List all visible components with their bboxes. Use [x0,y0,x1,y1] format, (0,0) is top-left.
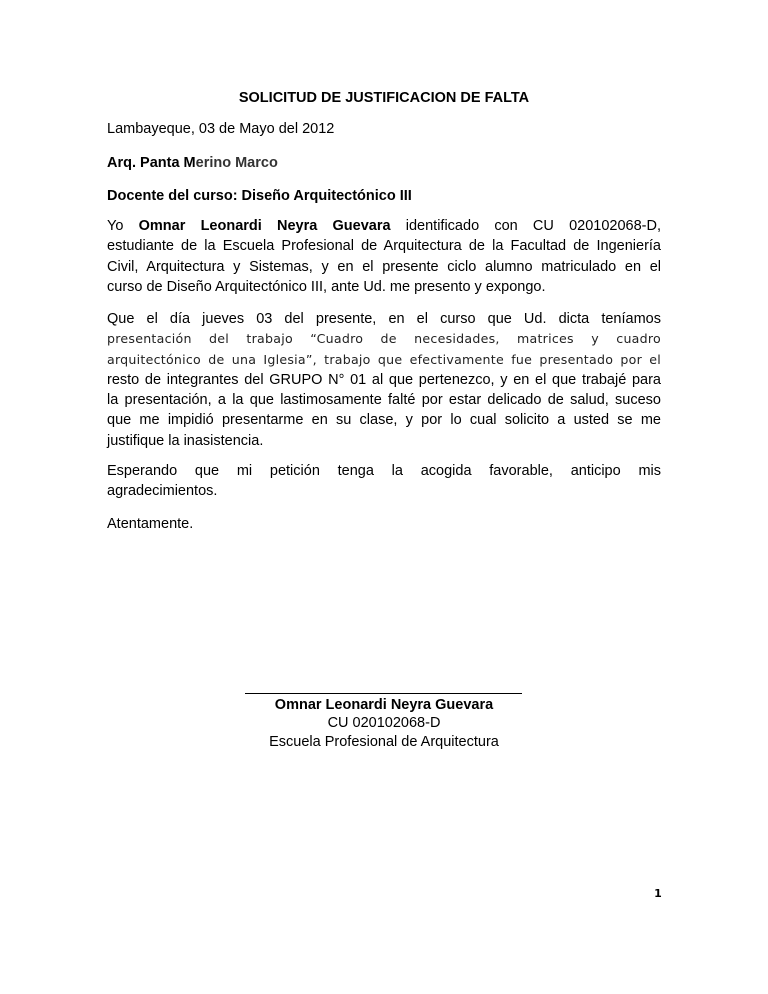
page-number: 1 [654,887,662,900]
paragraph-request-lead: Yo [107,218,139,234]
paragraph-request-line: curso de Diseño Arquitectónico III, ante Ud. me presento y expongo. [107,278,546,295]
paragraph-explanation-line: justifique la inasistencia. [107,432,264,449]
paragraph-thanks-line: Esperando que mi petición tenga la acogida favorable, anticipo mis [107,463,661,479]
paragraph-explanation-line: Que el día jueves 03 del presente, en el curso que Ud. dicta teníamos [107,311,661,327]
date-line: Lambayeque, 03 de Mayo del 2012 [107,121,335,137]
course-line: Docente del curso: Diseño Arquitectónico III [107,188,412,204]
addressee-line [107,153,661,173]
addressee-prefix: Arq. Panta M [107,155,196,171]
signature-school: Escuela Profesional de Arquitectura [269,734,499,750]
addressee-rest: erino Marco [195,155,278,171]
paragraph-explanation-line: la presentación, a la que lastimosamente falté por estar delicado de salud, suceso [107,392,661,409]
paragraph-thanks-line: agradecimientos. [107,483,218,500]
paragraph-explanation-line: resto de integrantes del GRUPO N° 01 al que pertenezco, y en el que trabajé para [107,371,661,388]
signature-name: Omnar Leonardi Neyra Guevara [274,697,494,713]
paragraph-request-line: estudiante de la Escuela Profesional de Arquitectura de la Facultad de Ingeniería [107,238,661,255]
paragraph-explanation [107,309,661,451]
closing-line: Atentamente. [107,516,194,532]
paragraph-explanation-line: que me impidió presentarme en su clase, y por lo cual solicito a usted se me [107,412,661,429]
student-name-inline: Omnar Leonardi Neyra Guevara [138,218,391,234]
paragraph-request [107,216,661,297]
paragraph-request-line1-rest: identificado con CU 020102068-D, [390,218,661,234]
paragraph-explanation-line: arquitectónico de una Iglesia”, trabajo que efectivamente fue presentado por el [107,351,661,367]
paragraph-request-line: Civil, Arquitectura y Sistemas, y en el presente ciclo alumno matriculado en el [107,258,661,275]
paragraph-request-line [107,216,661,236]
document-title: SOLICITUD DE JUSTIFICACION DE FALTA [238,90,530,106]
signature-code: CU 020102068-D [327,715,441,731]
paragraph-thanks [107,461,661,502]
paragraph-explanation-line: presentación del trabajo “Cuadro de necesidades, matrices y cuadro [107,331,661,347]
signature-rule [245,693,522,694]
